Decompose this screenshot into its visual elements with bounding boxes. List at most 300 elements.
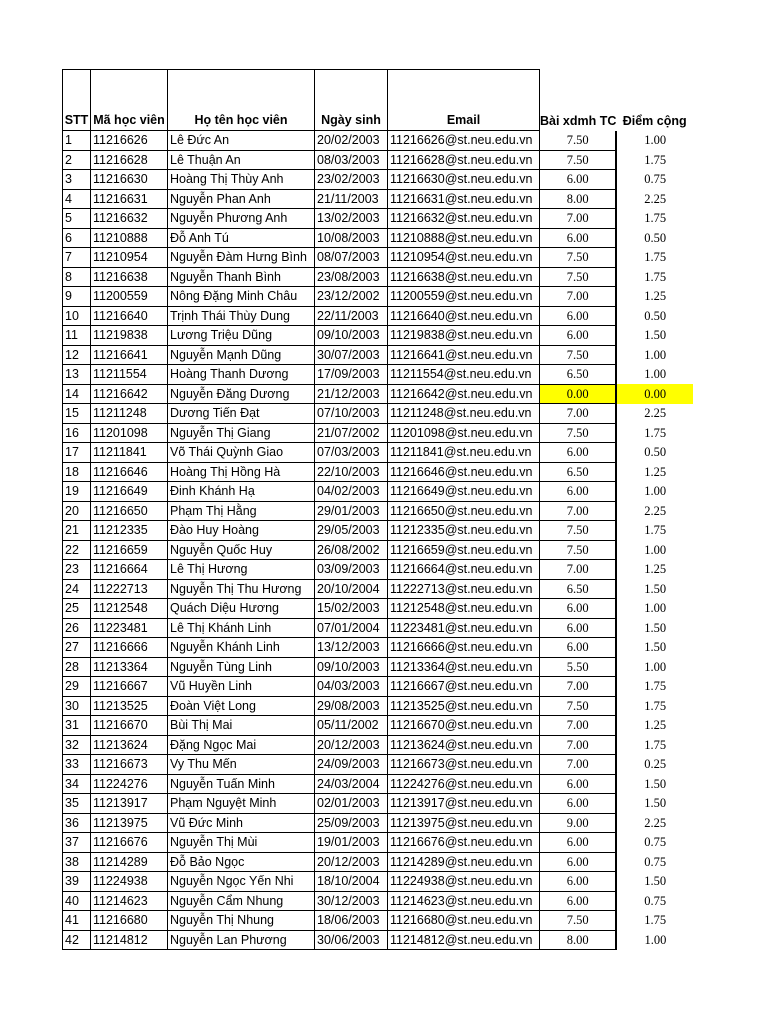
cell-bonus-score[interactable]: 0.50 (644, 230, 667, 245)
cell-stt[interactable]: 13 (63, 365, 91, 385)
cell-full-name[interactable]: Nguyễn Thị Mùi (168, 833, 315, 853)
cell-stt[interactable]: 30 (63, 696, 91, 716)
cell-dob[interactable]: 21/07/2002 (315, 423, 388, 443)
cell-stt[interactable]: 26 (63, 618, 91, 638)
cell-full-name[interactable]: Vũ Huyền Linh (168, 677, 315, 697)
cell-dob[interactable]: 24/03/2004 (315, 774, 388, 794)
cell-stt[interactable]: 6 (63, 228, 91, 248)
cell-email[interactable]: 11216638@st.neu.edu.vn (388, 267, 540, 287)
cell-full-name[interactable]: Đỗ Anh Tú (168, 228, 315, 248)
cell-full-name[interactable]: Nguyễn Mạnh Dũng (168, 345, 315, 365)
cell-dob[interactable]: 07/03/2003 (315, 443, 388, 463)
cell-full-name[interactable]: Nguyễn Phương Anh (168, 209, 315, 229)
cell-student-id[interactable]: 11216659 (91, 540, 168, 560)
cell-email[interactable]: 11216676@st.neu.edu.vn (388, 833, 540, 853)
cell-dob[interactable]: 08/03/2003 (315, 150, 388, 170)
cell-email[interactable]: 11214812@st.neu.edu.vn (388, 930, 540, 950)
cell-stt[interactable]: 25 (63, 599, 91, 619)
cell-assignment-score[interactable]: 7.00 (540, 560, 617, 580)
cell-full-name[interactable]: Nguyễn Quốc Huy (168, 540, 315, 560)
cell-email[interactable]: 11216626@st.neu.edu.vn (388, 131, 540, 151)
cell-assignment-score[interactable]: 7.00 (540, 755, 617, 775)
cell-assignment-score[interactable]: 6.00 (540, 852, 617, 872)
cell-full-name[interactable]: Lê Đức An (168, 131, 315, 151)
cell-assignment-score[interactable]: 7.00 (540, 716, 617, 736)
cell-dob[interactable]: 13/12/2003 (315, 638, 388, 658)
cell-bonus-score[interactable]: 0.75 (644, 835, 667, 850)
cell-email[interactable]: 11216680@st.neu.edu.vn (388, 911, 540, 931)
cell-stt[interactable]: 22 (63, 540, 91, 560)
cell-dob[interactable]: 20/12/2003 (315, 852, 388, 872)
cell-student-id[interactable]: 11213917 (91, 794, 168, 814)
cell-bonus-score[interactable]: 1.50 (644, 620, 667, 635)
cell-stt[interactable]: 21 (63, 521, 91, 541)
cell-full-name[interactable]: Nguyễn Đàm Hưng Bình (168, 248, 315, 268)
cell-stt[interactable]: 39 (63, 872, 91, 892)
cell-assignment-score[interactable]: 7.00 (540, 404, 617, 424)
cell-full-name[interactable]: Đinh Khánh Hạ (168, 482, 315, 502)
cell-full-name[interactable]: Trịnh Thái Thùy Dung (168, 306, 315, 326)
cell-dob[interactable]: 07/10/2003 (315, 404, 388, 424)
cell-assignment-score[interactable]: 7.50 (540, 267, 617, 287)
cell-email[interactable]: 11213364@st.neu.edu.vn (388, 657, 540, 677)
cell-email[interactable]: 11222713@st.neu.edu.vn (388, 579, 540, 599)
cell-stt[interactable]: 10 (63, 306, 91, 326)
cell-full-name[interactable]: Quách Diệu Hương (168, 599, 315, 619)
cell-dob[interactable]: 19/01/2003 (315, 833, 388, 853)
cell-stt[interactable]: 23 (63, 560, 91, 580)
cell-bonus-score[interactable]: 0.75 (644, 854, 667, 869)
cell-assignment-score[interactable]: 6.00 (540, 482, 617, 502)
cell-dob[interactable]: 03/09/2003 (315, 560, 388, 580)
cell-bonus-score[interactable]: 1.50 (644, 640, 667, 655)
cell-assignment-score[interactable]: 7.50 (540, 131, 617, 151)
cell-stt[interactable]: 37 (63, 833, 91, 853)
cell-dob[interactable]: 22/11/2003 (315, 306, 388, 326)
cell-assignment-score[interactable]: 6.50 (540, 579, 617, 599)
cell-stt[interactable]: 33 (63, 755, 91, 775)
cell-dob[interactable]: 29/01/2003 (315, 501, 388, 521)
cell-stt[interactable]: 40 (63, 891, 91, 911)
cell-full-name[interactable]: Hoàng Thanh Dương (168, 365, 315, 385)
cell-assignment-score[interactable]: 7.50 (540, 911, 617, 931)
cell-email[interactable]: 11212335@st.neu.edu.vn (388, 521, 540, 541)
cell-assignment-score[interactable]: 7.50 (540, 345, 617, 365)
cell-bonus-score[interactable]: 1.75 (644, 425, 667, 440)
cell-stt[interactable]: 17 (63, 443, 91, 463)
cell-email[interactable]: 11224276@st.neu.edu.vn (388, 774, 540, 794)
cell-full-name[interactable]: Vũ Đức Minh (168, 813, 315, 833)
cell-email[interactable]: 11219838@st.neu.edu.vn (388, 326, 540, 346)
cell-student-id[interactable]: 11212548 (91, 599, 168, 619)
cell-full-name[interactable]: Đoàn Việt Long (168, 696, 315, 716)
cell-student-id[interactable]: 11216628 (91, 150, 168, 170)
cell-full-name[interactable]: Lê Thị Hương (168, 560, 315, 580)
cell-assignment-score[interactable]: 6.00 (540, 326, 617, 346)
cell-student-id[interactable]: 11224938 (91, 872, 168, 892)
cell-bonus-score[interactable]: 1.75 (644, 523, 667, 538)
cell-stt[interactable]: 20 (63, 501, 91, 521)
cell-full-name[interactable]: Lương Triệu Dũng (168, 326, 315, 346)
cell-dob[interactable]: 08/07/2003 (315, 248, 388, 268)
cell-full-name[interactable]: Dương Tiến Đạt (168, 404, 315, 424)
cell-assignment-score[interactable]: 6.00 (540, 228, 617, 248)
cell-bonus-score[interactable]: 1.75 (644, 250, 667, 265)
cell-email[interactable]: 11216649@st.neu.edu.vn (388, 482, 540, 502)
cell-stt[interactable]: 28 (63, 657, 91, 677)
cell-dob[interactable]: 17/09/2003 (315, 365, 388, 385)
cell-dob[interactable]: 05/11/2002 (315, 716, 388, 736)
cell-email[interactable]: 11216646@st.neu.edu.vn (388, 462, 540, 482)
cell-assignment-score[interactable]: 7.00 (540, 735, 617, 755)
cell-dob[interactable]: 04/03/2003 (315, 677, 388, 697)
cell-dob[interactable]: 09/10/2003 (315, 326, 388, 346)
cell-email[interactable]: 11216630@st.neu.edu.vn (388, 170, 540, 190)
cell-email[interactable]: 11211554@st.neu.edu.vn (388, 365, 540, 385)
cell-full-name[interactable]: Nguyễn Thị Thu Hương (168, 579, 315, 599)
cell-email[interactable]: 11200559@st.neu.edu.vn (388, 287, 540, 307)
cell-full-name[interactable]: Võ Thái Quỳnh Giao (168, 443, 315, 463)
cell-dob[interactable]: 30/07/2003 (315, 345, 388, 365)
cell-bonus-score[interactable]: 0.25 (644, 757, 667, 772)
cell-full-name[interactable]: Phạm Thị Hằng (168, 501, 315, 521)
cell-bonus-score[interactable]: 1.00 (644, 367, 667, 382)
cell-dob[interactable]: 30/12/2003 (315, 891, 388, 911)
cell-email[interactable]: 11216670@st.neu.edu.vn (388, 716, 540, 736)
header-email[interactable]: Email (388, 70, 540, 131)
cell-assignment-score[interactable]: 9.00 (540, 813, 617, 833)
cell-email[interactable]: 11216632@st.neu.edu.vn (388, 209, 540, 229)
cell-stt[interactable]: 38 (63, 852, 91, 872)
cell-assignment-score[interactable]: 6.00 (540, 306, 617, 326)
cell-dob[interactable]: 23/08/2003 (315, 267, 388, 287)
cell-student-id[interactable]: 11216642 (91, 384, 168, 404)
cell-email[interactable]: 11216659@st.neu.edu.vn (388, 540, 540, 560)
cell-bonus-score[interactable]: 0.75 (644, 172, 667, 187)
cell-student-id[interactable]: 11216670 (91, 716, 168, 736)
cell-stt[interactable]: 32 (63, 735, 91, 755)
cell-assignment-score[interactable]: 6.00 (540, 443, 617, 463)
cell-bonus-score[interactable]: 1.00 (644, 659, 667, 674)
cell-email[interactable]: 11210888@st.neu.edu.vn (388, 228, 540, 248)
cell-full-name[interactable]: Hoàng Thị Thùy Anh (168, 170, 315, 190)
cell-assignment-score[interactable]: 8.00 (540, 930, 617, 950)
cell-assignment-score[interactable]: 8.00 (540, 189, 617, 209)
cell-bonus-score[interactable]: 1.00 (644, 133, 667, 148)
cell-dob[interactable]: 20/02/2003 (315, 131, 388, 151)
cell-assignment-score[interactable]: 6.00 (540, 638, 617, 658)
cell-email[interactable]: 11216628@st.neu.edu.vn (388, 150, 540, 170)
cell-dob[interactable]: 20/10/2004 (315, 579, 388, 599)
header-student-id[interactable]: Mã học viên (91, 70, 168, 131)
cell-email[interactable]: 11213975@st.neu.edu.vn (388, 813, 540, 833)
cell-dob[interactable]: 18/06/2003 (315, 911, 388, 931)
cell-student-id[interactable]: 11211841 (91, 443, 168, 463)
cell-bonus-score[interactable]: 1.25 (644, 718, 667, 733)
cell-bonus-score[interactable]: 1.75 (644, 211, 667, 226)
cell-assignment-score[interactable]: 6.00 (540, 774, 617, 794)
cell-student-id[interactable]: 11216649 (91, 482, 168, 502)
cell-bonus-score[interactable]: 1.75 (644, 152, 667, 167)
cell-full-name[interactable]: Nguyễn Đăng Dương (168, 384, 315, 404)
cell-student-id[interactable]: 11216650 (91, 501, 168, 521)
cell-assignment-score[interactable]: 0.00 (540, 384, 617, 404)
cell-full-name[interactable]: Nguyễn Khánh Linh (168, 638, 315, 658)
cell-stt[interactable]: 16 (63, 423, 91, 443)
cell-stt[interactable]: 4 (63, 189, 91, 209)
cell-bonus-score[interactable]: 2.25 (644, 815, 667, 830)
cell-student-id[interactable]: 11214289 (91, 852, 168, 872)
header-dob[interactable]: Ngày sinh (315, 70, 388, 131)
cell-assignment-score[interactable]: 7.00 (540, 501, 617, 521)
cell-student-id[interactable]: 11216641 (91, 345, 168, 365)
cell-student-id[interactable]: 11213364 (91, 657, 168, 677)
cell-dob[interactable]: 24/09/2003 (315, 755, 388, 775)
cell-student-id[interactable]: 11216664 (91, 560, 168, 580)
cell-assignment-score[interactable]: 5.50 (540, 657, 617, 677)
cell-assignment-score[interactable]: 6.00 (540, 599, 617, 619)
cell-bonus-score[interactable]: 1.75 (644, 679, 667, 694)
cell-bonus-score[interactable]: 2.25 (644, 503, 667, 518)
cell-email[interactable]: 11216642@st.neu.edu.vn (388, 384, 540, 404)
cell-student-id[interactable]: 11211554 (91, 365, 168, 385)
cell-dob[interactable]: 30/06/2003 (315, 930, 388, 950)
cell-bonus-score[interactable]: 1.75 (644, 737, 667, 752)
cell-email[interactable]: 11216673@st.neu.edu.vn (388, 755, 540, 775)
cell-bonus-score[interactable]: 1.25 (644, 562, 667, 577)
cell-full-name[interactable]: Lê Thuận An (168, 150, 315, 170)
cell-assignment-score[interactable]: 7.00 (540, 209, 617, 229)
cell-full-name[interactable]: Nguyễn Thị Nhung (168, 911, 315, 931)
cell-email[interactable]: 11216650@st.neu.edu.vn (388, 501, 540, 521)
cell-assignment-score[interactable]: 7.00 (540, 287, 617, 307)
cell-stt[interactable]: 24 (63, 579, 91, 599)
cell-assignment-score[interactable]: 7.50 (540, 150, 617, 170)
cell-assignment-score[interactable]: 6.00 (540, 833, 617, 853)
cell-email[interactable]: 11213525@st.neu.edu.vn (388, 696, 540, 716)
cell-student-id[interactable]: 11211248 (91, 404, 168, 424)
cell-full-name[interactable]: Nguyễn Phan Anh (168, 189, 315, 209)
cell-email[interactable]: 11216667@st.neu.edu.vn (388, 677, 540, 697)
cell-bonus-score[interactable]: 1.00 (644, 347, 667, 362)
cell-email[interactable]: 11211248@st.neu.edu.vn (388, 404, 540, 424)
cell-dob[interactable]: 29/05/2003 (315, 521, 388, 541)
cell-assignment-score[interactable]: 7.50 (540, 540, 617, 560)
cell-student-id[interactable]: 11222713 (91, 579, 168, 599)
cell-student-id[interactable]: 11216626 (91, 131, 168, 151)
cell-stt[interactable]: 34 (63, 774, 91, 794)
cell-assignment-score[interactable]: 7.50 (540, 521, 617, 541)
cell-full-name[interactable]: Lê Thị Khánh Linh (168, 618, 315, 638)
cell-stt[interactable]: 9 (63, 287, 91, 307)
cell-bonus-score[interactable]: 1.50 (644, 874, 667, 889)
cell-assignment-score[interactable]: 6.00 (540, 794, 617, 814)
cell-bonus-score[interactable]: 1.75 (644, 269, 667, 284)
cell-email[interactable]: 11212548@st.neu.edu.vn (388, 599, 540, 619)
cell-email[interactable]: 11216664@st.neu.edu.vn (388, 560, 540, 580)
cell-student-id[interactable]: 11212335 (91, 521, 168, 541)
cell-stt[interactable]: 12 (63, 345, 91, 365)
cell-assignment-score[interactable]: 7.50 (540, 423, 617, 443)
header-full-name[interactable]: Họ tên học viên (168, 70, 315, 131)
header-bonus[interactable]: Điểm cộng (622, 113, 687, 128)
cell-bonus-score[interactable]: 1.25 (644, 464, 667, 479)
cell-dob[interactable]: 23/02/2003 (315, 170, 388, 190)
cell-full-name[interactable]: Vy Thu Mến (168, 755, 315, 775)
cell-full-name[interactable]: Nông Đặng Minh Châu (168, 287, 315, 307)
cell-assignment-score[interactable]: 6.00 (540, 891, 617, 911)
cell-dob[interactable]: 29/08/2003 (315, 696, 388, 716)
cell-stt[interactable]: 18 (63, 462, 91, 482)
cell-student-id[interactable]: 11216640 (91, 306, 168, 326)
cell-dob[interactable]: 04/02/2003 (315, 482, 388, 502)
cell-full-name[interactable]: Nguyễn Thị Giang (168, 423, 315, 443)
cell-student-id[interactable]: 11210954 (91, 248, 168, 268)
cell-email[interactable]: 11201098@st.neu.edu.vn (388, 423, 540, 443)
cell-full-name[interactable]: Nguyễn Lan Phương (168, 930, 315, 950)
cell-full-name[interactable]: Nguyễn Thanh Bình (168, 267, 315, 287)
cell-bonus-score[interactable]: 0.50 (644, 308, 667, 323)
cell-dob[interactable]: 07/01/2004 (315, 618, 388, 638)
cell-full-name[interactable]: Nguyễn Cẩm Nhung (168, 891, 315, 911)
cell-stt[interactable]: 15 (63, 404, 91, 424)
cell-email[interactable]: 11223481@st.neu.edu.vn (388, 618, 540, 638)
cell-student-id[interactable]: 11216630 (91, 170, 168, 190)
cell-email[interactable]: 11216666@st.neu.edu.vn (388, 638, 540, 658)
cell-stt[interactable]: 1 (63, 131, 91, 151)
cell-email[interactable]: 11214623@st.neu.edu.vn (388, 891, 540, 911)
cell-student-id[interactable]: 11216666 (91, 638, 168, 658)
cell-dob[interactable]: 18/10/2004 (315, 872, 388, 892)
cell-email[interactable]: 11216631@st.neu.edu.vn (388, 189, 540, 209)
cell-student-id[interactable]: 11216673 (91, 755, 168, 775)
cell-assignment-score[interactable]: 6.00 (540, 872, 617, 892)
cell-student-id[interactable]: 11200559 (91, 287, 168, 307)
cell-bonus-score[interactable]: 1.00 (644, 542, 667, 557)
cell-dob[interactable]: 25/09/2003 (315, 813, 388, 833)
cell-stt[interactable]: 27 (63, 638, 91, 658)
cell-bonus-score[interactable]: 1.00 (644, 484, 667, 499)
header-assignment[interactable]: Bài xdmh TC (540, 113, 617, 128)
cell-stt[interactable]: 5 (63, 209, 91, 229)
cell-full-name[interactable]: Nguyễn Ngọc Yến Nhi (168, 872, 315, 892)
cell-stt[interactable]: 11 (63, 326, 91, 346)
cell-student-id[interactable]: 11216680 (91, 911, 168, 931)
cell-bonus-score[interactable]: 1.00 (644, 601, 667, 616)
cell-email[interactable]: 11210954@st.neu.edu.vn (388, 248, 540, 268)
cell-full-name[interactable]: Bùi Thị Mai (168, 716, 315, 736)
cell-assignment-score[interactable]: 7.00 (540, 677, 617, 697)
cell-full-name[interactable]: Nguyễn Tùng Linh (168, 657, 315, 677)
cell-stt[interactable]: 14 (63, 384, 91, 404)
cell-bonus-score[interactable]: 1.50 (644, 776, 667, 791)
cell-stt[interactable]: 7 (63, 248, 91, 268)
cell-dob[interactable]: 21/12/2003 (315, 384, 388, 404)
cell-student-id[interactable]: 11201098 (91, 423, 168, 443)
cell-student-id[interactable]: 11216646 (91, 462, 168, 482)
cell-stt[interactable]: 35 (63, 794, 91, 814)
cell-full-name[interactable]: Đỗ Bảo Ngọc (168, 852, 315, 872)
cell-email[interactable]: 11213624@st.neu.edu.vn (388, 735, 540, 755)
cell-student-id[interactable]: 11216638 (91, 267, 168, 287)
cell-student-id[interactable]: 11219838 (91, 326, 168, 346)
cell-assignment-score[interactable]: 6.00 (540, 618, 617, 638)
cell-dob[interactable]: 21/11/2003 (315, 189, 388, 209)
cell-bonus-score[interactable]: 1.25 (644, 289, 667, 304)
cell-stt[interactable]: 41 (63, 911, 91, 931)
cell-bonus-score[interactable]: 0.75 (644, 893, 667, 908)
cell-student-id[interactable]: 11214812 (91, 930, 168, 950)
cell-stt[interactable]: 2 (63, 150, 91, 170)
cell-full-name[interactable]: Hoàng Thị Hồng Hà (168, 462, 315, 482)
cell-assignment-score[interactable]: 7.50 (540, 696, 617, 716)
cell-assignment-score[interactable]: 7.50 (540, 248, 617, 268)
cell-bonus-score[interactable]: 1.50 (644, 581, 667, 596)
cell-student-id[interactable]: 11224276 (91, 774, 168, 794)
cell-assignment-score[interactable]: 6.00 (540, 170, 617, 190)
cell-stt[interactable]: 29 (63, 677, 91, 697)
header-stt[interactable]: STT (63, 70, 91, 131)
cell-bonus-score[interactable]: 1.75 (644, 913, 667, 928)
cell-stt[interactable]: 3 (63, 170, 91, 190)
cell-bonus-score[interactable]: 0.00 (616, 384, 693, 404)
cell-email[interactable]: 11216640@st.neu.edu.vn (388, 306, 540, 326)
cell-dob[interactable]: 26/08/2002 (315, 540, 388, 560)
cell-stt[interactable]: 8 (63, 267, 91, 287)
cell-student-id[interactable]: 11216676 (91, 833, 168, 853)
cell-dob[interactable]: 09/10/2003 (315, 657, 388, 677)
cell-bonus-score[interactable]: 1.75 (644, 698, 667, 713)
cell-student-id[interactable]: 11213624 (91, 735, 168, 755)
cell-student-id[interactable]: 11216631 (91, 189, 168, 209)
cell-full-name[interactable]: Đào Huy Hoàng (168, 521, 315, 541)
cell-student-id[interactable]: 11210888 (91, 228, 168, 248)
cell-stt[interactable]: 36 (63, 813, 91, 833)
cell-full-name[interactable]: Đặng Ngọc Mai (168, 735, 315, 755)
cell-email[interactable]: 11211841@st.neu.edu.vn (388, 443, 540, 463)
cell-dob[interactable]: 20/12/2003 (315, 735, 388, 755)
cell-bonus-score[interactable]: 2.25 (644, 191, 667, 206)
cell-bonus-score[interactable]: 1.50 (644, 328, 667, 343)
cell-student-id[interactable]: 11216667 (91, 677, 168, 697)
cell-email[interactable]: 11213917@st.neu.edu.vn (388, 794, 540, 814)
cell-assignment-score[interactable]: 6.50 (540, 365, 617, 385)
cell-full-name[interactable]: Nguyễn Tuấn Minh (168, 774, 315, 794)
cell-bonus-score[interactable]: 1.00 (644, 932, 667, 947)
cell-stt[interactable]: 19 (63, 482, 91, 502)
cell-dob[interactable]: 15/02/2003 (315, 599, 388, 619)
cell-email[interactable]: 11214289@st.neu.edu.vn (388, 852, 540, 872)
cell-email[interactable]: 11216641@st.neu.edu.vn (388, 345, 540, 365)
cell-dob[interactable]: 13/02/2003 (315, 209, 388, 229)
cell-student-id[interactable]: 11216632 (91, 209, 168, 229)
cell-stt[interactable]: 31 (63, 716, 91, 736)
cell-dob[interactable]: 23/12/2002 (315, 287, 388, 307)
cell-bonus-score[interactable]: 1.50 (644, 796, 667, 811)
cell-dob[interactable]: 10/08/2003 (315, 228, 388, 248)
cell-stt[interactable]: 42 (63, 930, 91, 950)
cell-dob[interactable]: 22/10/2003 (315, 462, 388, 482)
cell-student-id[interactable]: 11223481 (91, 618, 168, 638)
cell-full-name[interactable]: Phạm Nguyệt Minh (168, 794, 315, 814)
cell-email[interactable]: 11224938@st.neu.edu.vn (388, 872, 540, 892)
cell-student-id[interactable]: 11214623 (91, 891, 168, 911)
cell-bonus-score[interactable]: 0.50 (644, 445, 667, 460)
cell-student-id[interactable]: 11213975 (91, 813, 168, 833)
cell-dob[interactable]: 02/01/2003 (315, 794, 388, 814)
cell-student-id[interactable]: 11213525 (91, 696, 168, 716)
cell-bonus-score[interactable]: 2.25 (644, 406, 667, 421)
